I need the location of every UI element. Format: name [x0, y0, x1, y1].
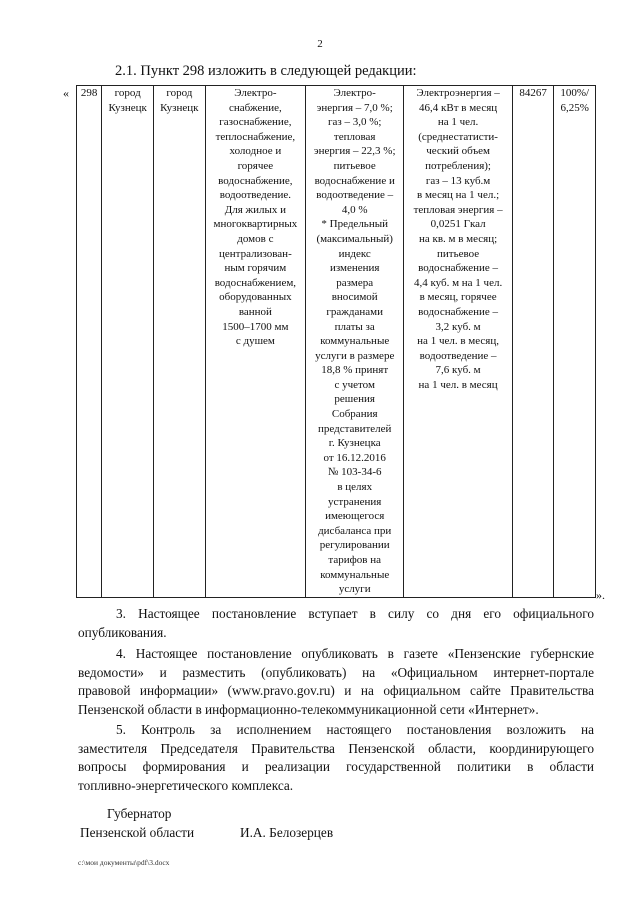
index-line: с учетом	[334, 378, 375, 391]
paragraph-line: 3. Настоящее постановление вступает в силу со дня его официального	[116, 606, 594, 621]
paragraph-line: опубликования.	[78, 624, 167, 640]
tariff-table	[76, 85, 596, 598]
population-value: 84267	[519, 87, 547, 99]
index-line: № 103-34-6	[327, 466, 382, 479]
services-line: водоотведение.	[219, 189, 292, 202]
consumption-line: питьевое	[437, 247, 480, 260]
paragraph-line: 5. Контроль за исполнением настоящего постановления возложить на	[116, 722, 594, 737]
paragraph-line: вопросы формирования и реализации государственной политики в области	[78, 759, 594, 775]
index-line: * Предельный	[321, 218, 388, 231]
services-line: централизован-	[219, 247, 292, 260]
consumption-line: 0,0251 Гкал	[430, 218, 486, 231]
index-line: услуги	[338, 583, 371, 596]
index-line: изменения	[329, 262, 380, 275]
index-line: представителей	[317, 422, 392, 435]
index-line: водоотведение –	[316, 189, 394, 202]
municipality-cell	[102, 86, 154, 598]
signature-title: Губернатор	[107, 806, 172, 821]
services-line: горячее	[237, 159, 274, 172]
index-line: имеющегося	[325, 510, 385, 523]
consumption-line: на 1 чел. в месяц	[418, 378, 498, 391]
index-line: вносимой	[331, 291, 378, 304]
services-line: Электро-	[234, 87, 277, 99]
services-line: 1500–1700 мм	[222, 320, 289, 333]
paragraph-line: заместителя Председателя Правительства Пензенской области, координирующего	[78, 740, 594, 756]
consumption-cell	[404, 86, 512, 598]
consumption-line: газ – 13 куб.м	[425, 174, 491, 187]
index-line: (максимальный)	[316, 232, 393, 245]
services-line: оборудованных	[219, 291, 292, 304]
services-line: многоквартирных	[213, 218, 298, 231]
index-line: газ – 3,0 %;	[327, 116, 382, 129]
paragraph-5	[78, 721, 594, 795]
index-line: размера	[336, 276, 374, 289]
paragraph-line: Пензенской области в информационно-телекоммуникационной сети «Интернет».	[78, 701, 539, 717]
signature-name: И.А. Белозерцев	[240, 825, 334, 840]
paragraph-line: правовой информации» (www.pravo.gov.ru) и на официальном сайте Правительства	[78, 683, 594, 699]
index-line: тарифов на	[328, 554, 381, 566]
settlement-line: город	[166, 87, 193, 99]
row-number: 298	[80, 87, 98, 99]
amendment-heading: 2.1. Пункт 298 изложить в следующей редакции:	[115, 63, 417, 79]
consumption-line: в месяц на 1 чел.;	[417, 189, 500, 202]
index-line: водоснабжение и	[314, 174, 395, 187]
share-line: 6,25%	[560, 101, 589, 114]
index-line: коммунальные	[320, 335, 390, 348]
services-line: газоснабжение,	[219, 116, 292, 129]
paragraph-4	[78, 645, 594, 719]
index-line: тепловая	[333, 130, 376, 143]
services-line: ванной	[238, 305, 272, 318]
paragraph-line: топливно-энергетического комплекса.	[78, 777, 294, 793]
index-line: услуги в размере	[315, 349, 395, 362]
index-line: коммунальные	[320, 568, 390, 581]
page-number: 2	[317, 38, 323, 50]
consumption-line: Электроэнергия –	[416, 87, 500, 99]
consumption-line: (среднестатисти-	[418, 130, 498, 143]
services-line: Для жилых и	[224, 203, 287, 216]
closing-quote: ».	[596, 588, 605, 602]
settlement-cell	[154, 86, 206, 598]
signature-region: Пензенской области	[80, 825, 195, 840]
consumption-line: в месяц, горячее	[419, 291, 497, 304]
consumption-line: на 1 чел.	[437, 116, 479, 129]
paragraph-line: ведомости» и разместить (опубликовать) на «Официальном интернет-портале	[78, 664, 594, 680]
consumption-line: 46,4 кВт в месяц	[419, 101, 498, 114]
index-line: регулировании	[319, 539, 390, 552]
services-line: снабжение,	[229, 101, 282, 114]
consumption-line: водоотведение –	[419, 349, 497, 362]
services-line: холодное и	[229, 145, 282, 158]
index-line: питьевое	[333, 159, 376, 172]
index-line: устранения	[328, 495, 382, 508]
consumption-line: ческий объем	[426, 145, 490, 158]
index-line: в целях	[337, 481, 373, 494]
paragraph-3	[78, 605, 594, 642]
services-line: водоснабжение,	[218, 174, 293, 187]
services-line: теплоснабжение,	[215, 130, 296, 143]
share-cell	[554, 86, 596, 598]
index-line: гражданами	[326, 305, 383, 318]
row-number-cell	[77, 86, 102, 598]
opening-quote: «	[63, 86, 69, 100]
index-line: 4,0 %	[341, 203, 368, 216]
index-line: индекс	[338, 247, 371, 260]
paragraph-line: 4. Настоящее постановление опубликовать в газете «Пензенские губернские	[116, 646, 594, 661]
tariff-index-cell	[306, 86, 404, 598]
index-line: Электро-	[333, 87, 376, 99]
index-line: 18,8 % принят	[321, 364, 389, 377]
services-line: ным горячим	[224, 262, 287, 275]
consumption-line: на кв. м в месяц;	[418, 232, 498, 245]
services-cell	[205, 86, 305, 598]
municipality-line: город	[114, 87, 141, 99]
municipality-line: Кузнецк	[108, 101, 147, 114]
index-line: г. Кузнецка	[328, 437, 381, 450]
services-line: водоснабжением,	[214, 276, 297, 289]
index-line: энергия – 22,3 %;	[313, 145, 396, 158]
settlement-line: Кузнецк	[160, 101, 199, 114]
services-line: с душем	[235, 335, 275, 348]
consumption-line: тепловая энергия –	[413, 203, 503, 216]
consumption-line: на 1 чел. в месяц,	[417, 335, 499, 348]
index-line: Собрания	[331, 408, 378, 421]
consumption-line: 3,2 куб. м	[435, 320, 481, 333]
footer-file-path: c:\мои документы\pdf\3.docx	[78, 858, 170, 867]
index-line: дисбаланса при	[318, 524, 392, 537]
index-line: от 16.12.2016	[323, 451, 386, 464]
consumption-line: 4,4 куб. м на 1 чел.	[413, 276, 503, 289]
consumption-line: потребления);	[425, 159, 491, 172]
table-row	[77, 86, 596, 598]
consumption-line: 7,6 куб. м	[435, 364, 481, 377]
index-line: энергия – 7,0 %;	[316, 101, 393, 114]
services-line: домов с	[237, 232, 274, 245]
population-cell	[512, 86, 554, 598]
index-line: решения	[334, 393, 375, 406]
index-line: платы за	[334, 320, 375, 333]
consumption-line: водоснабжение –	[418, 305, 499, 318]
share-line: 100%/	[560, 87, 590, 99]
consumption-line: водоснабжение –	[418, 262, 499, 275]
